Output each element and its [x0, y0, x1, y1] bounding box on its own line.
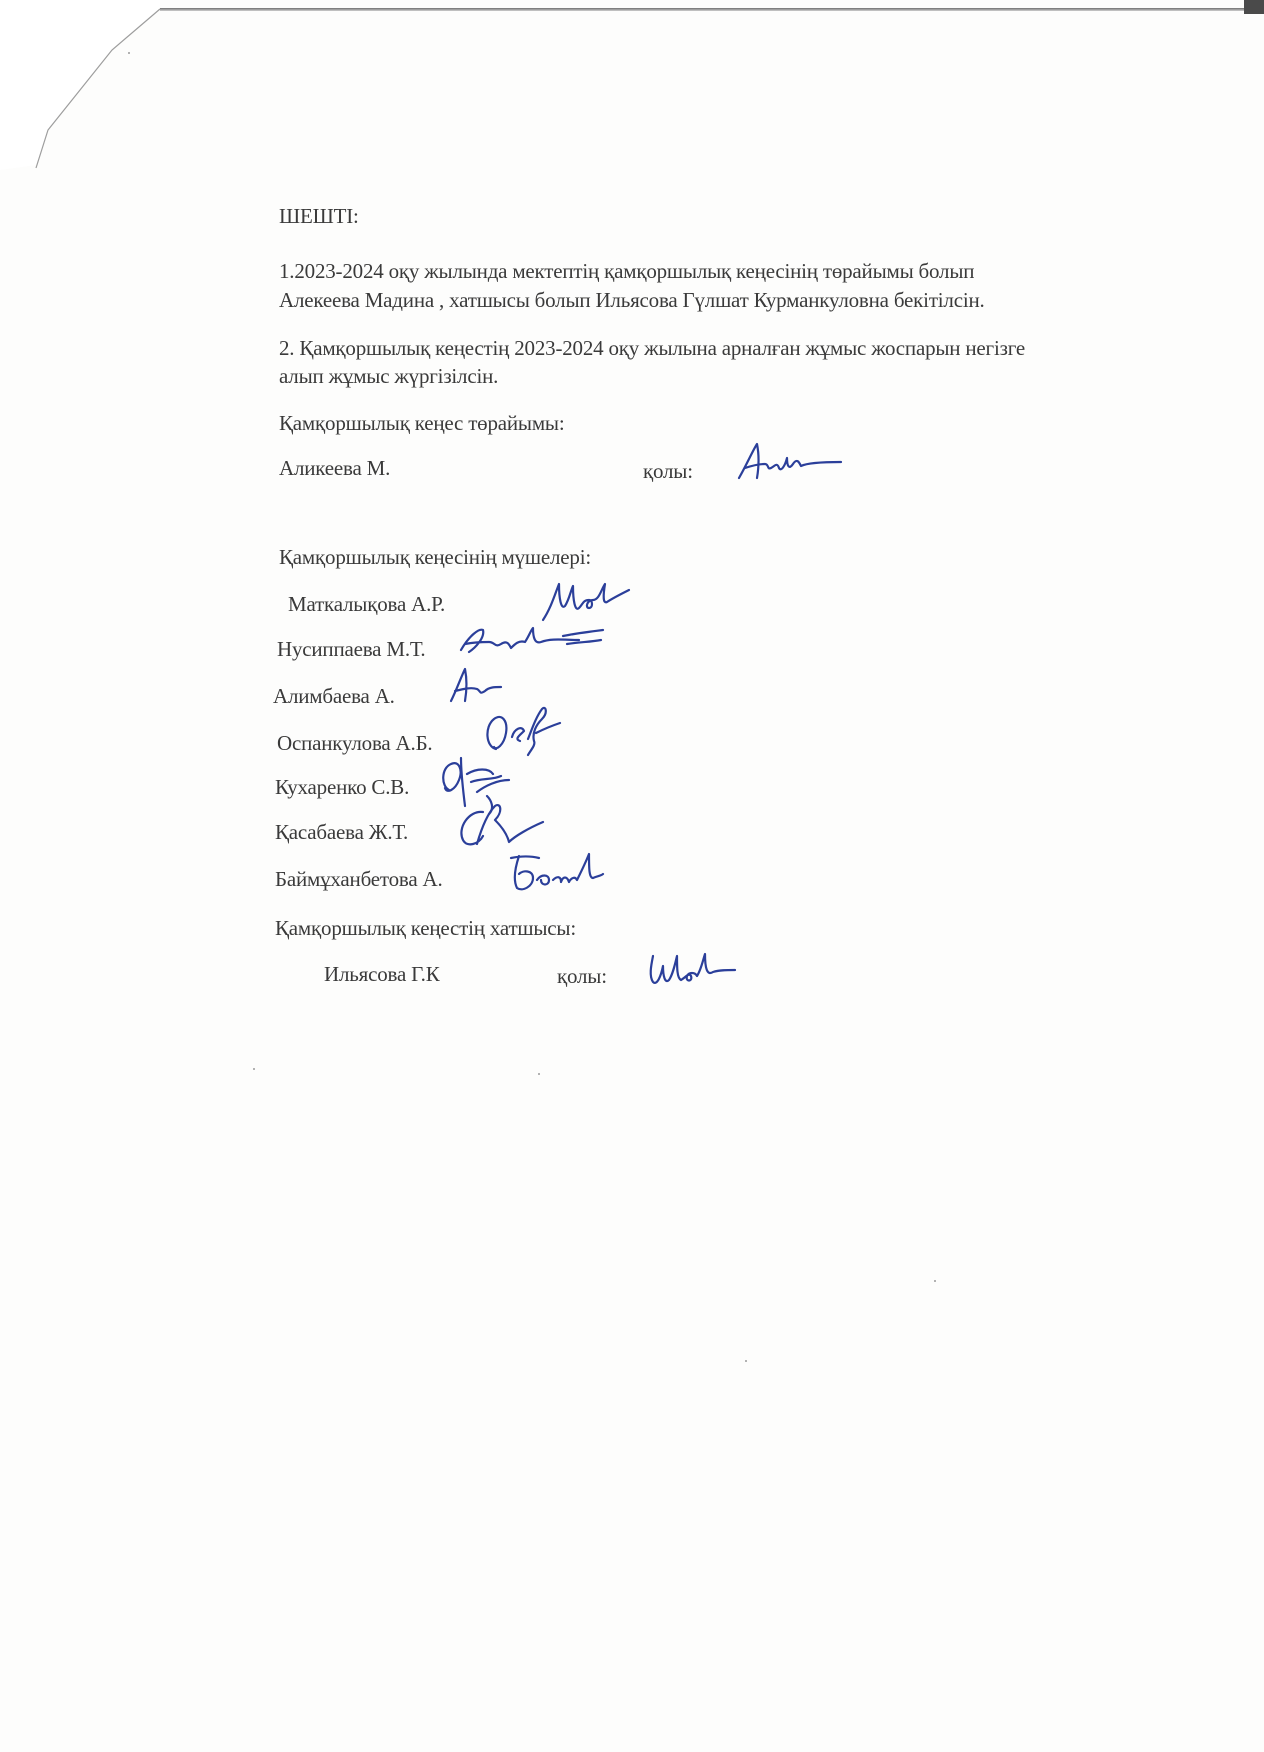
decision-item-1-line-2: Алекеева Мадина , хатшысы болып Ильясова Гүлшат Курманкуловна бекітілсін.	[279, 288, 985, 312]
member-signature-7	[505, 850, 605, 895]
secretary-signature-label: қолы:	[557, 964, 607, 988]
decision-item-2-line-1: 2. Қамқоршылық кеңестің 2023-2024 оқу жылына арналған жұмыс жоспарын негізге	[279, 336, 1025, 360]
chair-signature-label: қолы:	[643, 459, 693, 483]
decision-item-2-line-2: алып жұмыс жүргізілсін.	[279, 364, 499, 388]
scan-speck	[128, 52, 130, 54]
secretary-name: Ильясова Г.К	[324, 962, 440, 986]
scan-speck	[538, 1073, 540, 1075]
member-name-4: Оспанкулова А.Б.	[277, 731, 433, 755]
member-signature-2	[455, 622, 605, 662]
members-title: Қамқоршылық кеңесінің мүшелері:	[279, 545, 591, 569]
member-signature-1	[537, 578, 632, 628]
scan-edge-top	[160, 8, 1264, 11]
chair-title: Қамқоршылық кеңес төрайымы:	[279, 411, 565, 435]
member-name-1: Маткалықова А.Р.	[288, 592, 446, 616]
member-name-5: Кухаренко С.В.	[275, 775, 410, 799]
chair-signature	[735, 440, 845, 485]
member-name-6: Қасабаева Ж.Т.	[275, 820, 409, 844]
member-name-7: Баймұханбетова А.	[275, 867, 443, 891]
scan-speck	[934, 1280, 936, 1282]
scan-speck	[253, 1068, 255, 1070]
folded-corner	[0, 0, 300, 300]
member-name-2: Нусиппаева М.Т.	[277, 637, 426, 661]
member-name-3: Алимбаева А.	[273, 684, 395, 708]
chair-name: Аликеева М.	[279, 456, 391, 480]
decision-heading: ШЕШТІ:	[279, 204, 359, 228]
scan-corner-mark	[1244, 0, 1264, 14]
member-signature-6	[455, 800, 545, 850]
secretary-title: Қамқоршылық кеңестің хатшысы:	[275, 916, 576, 940]
scan-speck	[745, 1360, 747, 1362]
decision-item-1-line-1: 1.2023-2024 оқу жылында мектептің қамқоршылық кеңесінің төрайымы болып	[279, 259, 975, 283]
secretary-signature	[643, 948, 738, 993]
